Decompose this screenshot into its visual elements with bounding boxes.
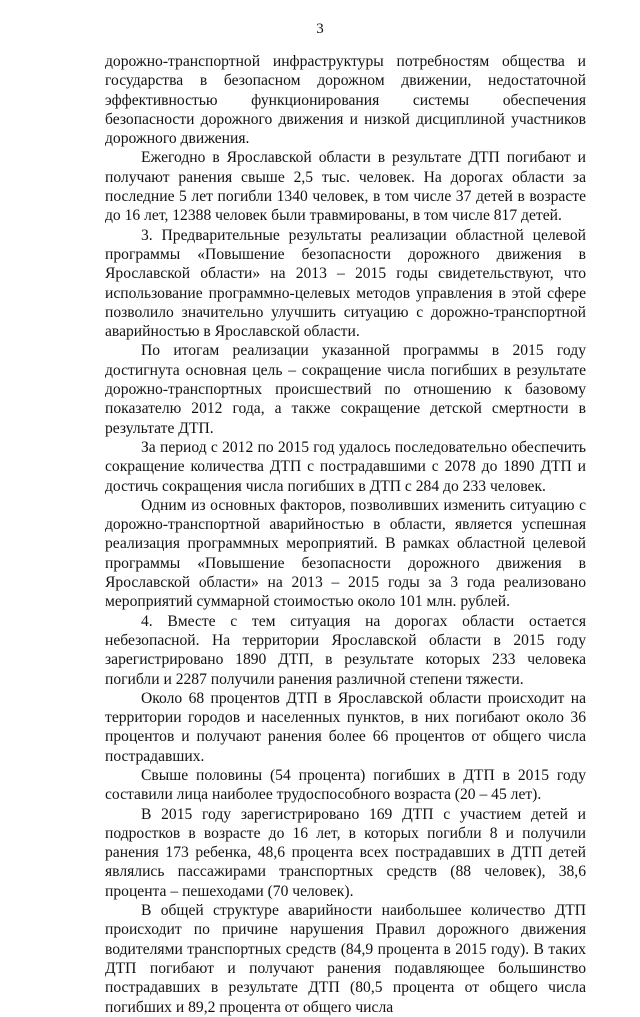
paragraph: В 2015 году зарегистрировано 169 ДТП с участием детей и подростков в возрасте до 16 лет, в которых погибли 8 и получили ранения 173 ребенка, 48,6 процента всех пострадавших в ДТП детей являлись пассажирами транспортных средств (88 человек), 38,6 процента – пешеходами (70 человек). [105, 805, 586, 900]
body-text [105, 52, 586, 1017]
paragraph: По итогам реализации указанной программы в 2015 году достигнута основная цель – сокращение числа погибших в результате дорожно-транспортных происшествий по отношению к базовому показателю 2012 года, а также сокращение детской смертности в результате ДТП. [105, 342, 586, 437]
paragraph: Свыше половины (54 процента) погибших в ДТП в 2015 году составили лица наиболее трудоспособного возраста (20 – 45 лет). [105, 766, 586, 804]
paragraph: 4. Вместе с тем ситуация на дорогах области остается небезопасной. На территории Ярославской области в 2015 году зарегистрировано 1890 ДТП, в результате которых 233 человека погибли и 2287 получили ранения различной степени тяжести. [105, 612, 586, 688]
paragraph: Около 68 процентов ДТП в Ярославской области происходит на территории городов и населенных пунктов, в них погибают около 36 процентов и получают ранения более 66 процентов от общего числа пострадавших. [105, 689, 586, 765]
paragraph: Ежегодно в Ярославской области в результате ДТП погибают и получают ранения свыше 2,5 тыс. человек. На дорогах области за последние 5 лет погибли 1340 человек, в том числе 37 детей в возрасте до 16 лет, 12388 человек были травмированы, в том числе 817 детей. [105, 149, 586, 225]
page-number: 3 [316, 21, 324, 37]
paragraph: 3. Предварительные результаты реализации областной целевой программы «Повышение безопасности дорожного движения в Ярославской области» на 2013 – 2015 годы свидетельствуют, что использование программно-целевых методов управления в этой сфере позволило значительно улучшить ситуацию с дорожно-транспортной аварийностью в Ярославской области. [105, 226, 586, 341]
paragraph: В общей структуре аварийности наибольшее количество ДТП происходит по причине нарушения Правил дорожного движения водителями транспортных средств (84,9 процента в 2015 году). В таких ДТП погибают и получают ранения подавляющее большинство пострадавших в результате ДТП (80,5 процента от общего числа погибших и 89,2 процента от общего числа [105, 902, 586, 1016]
paragraph: дорожно-транспортной инфраструктуры потребностям общества и государства в безопасном дорожном движении, недостаточной эффективностью функционирования системы обеспечения безопасности дорожного движения и низкой дисциплиной участников дорожного движения. [105, 53, 586, 148]
paragraph: Одним из основных факторов, позволивших изменить ситуацию с дорожно-транспортной аварийностью в области, является успешная реализация программных мероприятий. В рамках областной целевой программы «Повышение безопасности дорожного движения в Ярославской области» на 2013 – 2015 годы за 3 года реализовано мероприятий суммарной стоимостью около 101 млн. рублей. [105, 496, 586, 611]
paragraph: За период с 2012 по 2015 год удалось последовательно обеспечить сокращение количества ДТП с пострадавшими с 2078 до 1890 ДТП и достичь сокращения числа погибших в ДТП с 284 до 233 человек. [105, 438, 586, 495]
